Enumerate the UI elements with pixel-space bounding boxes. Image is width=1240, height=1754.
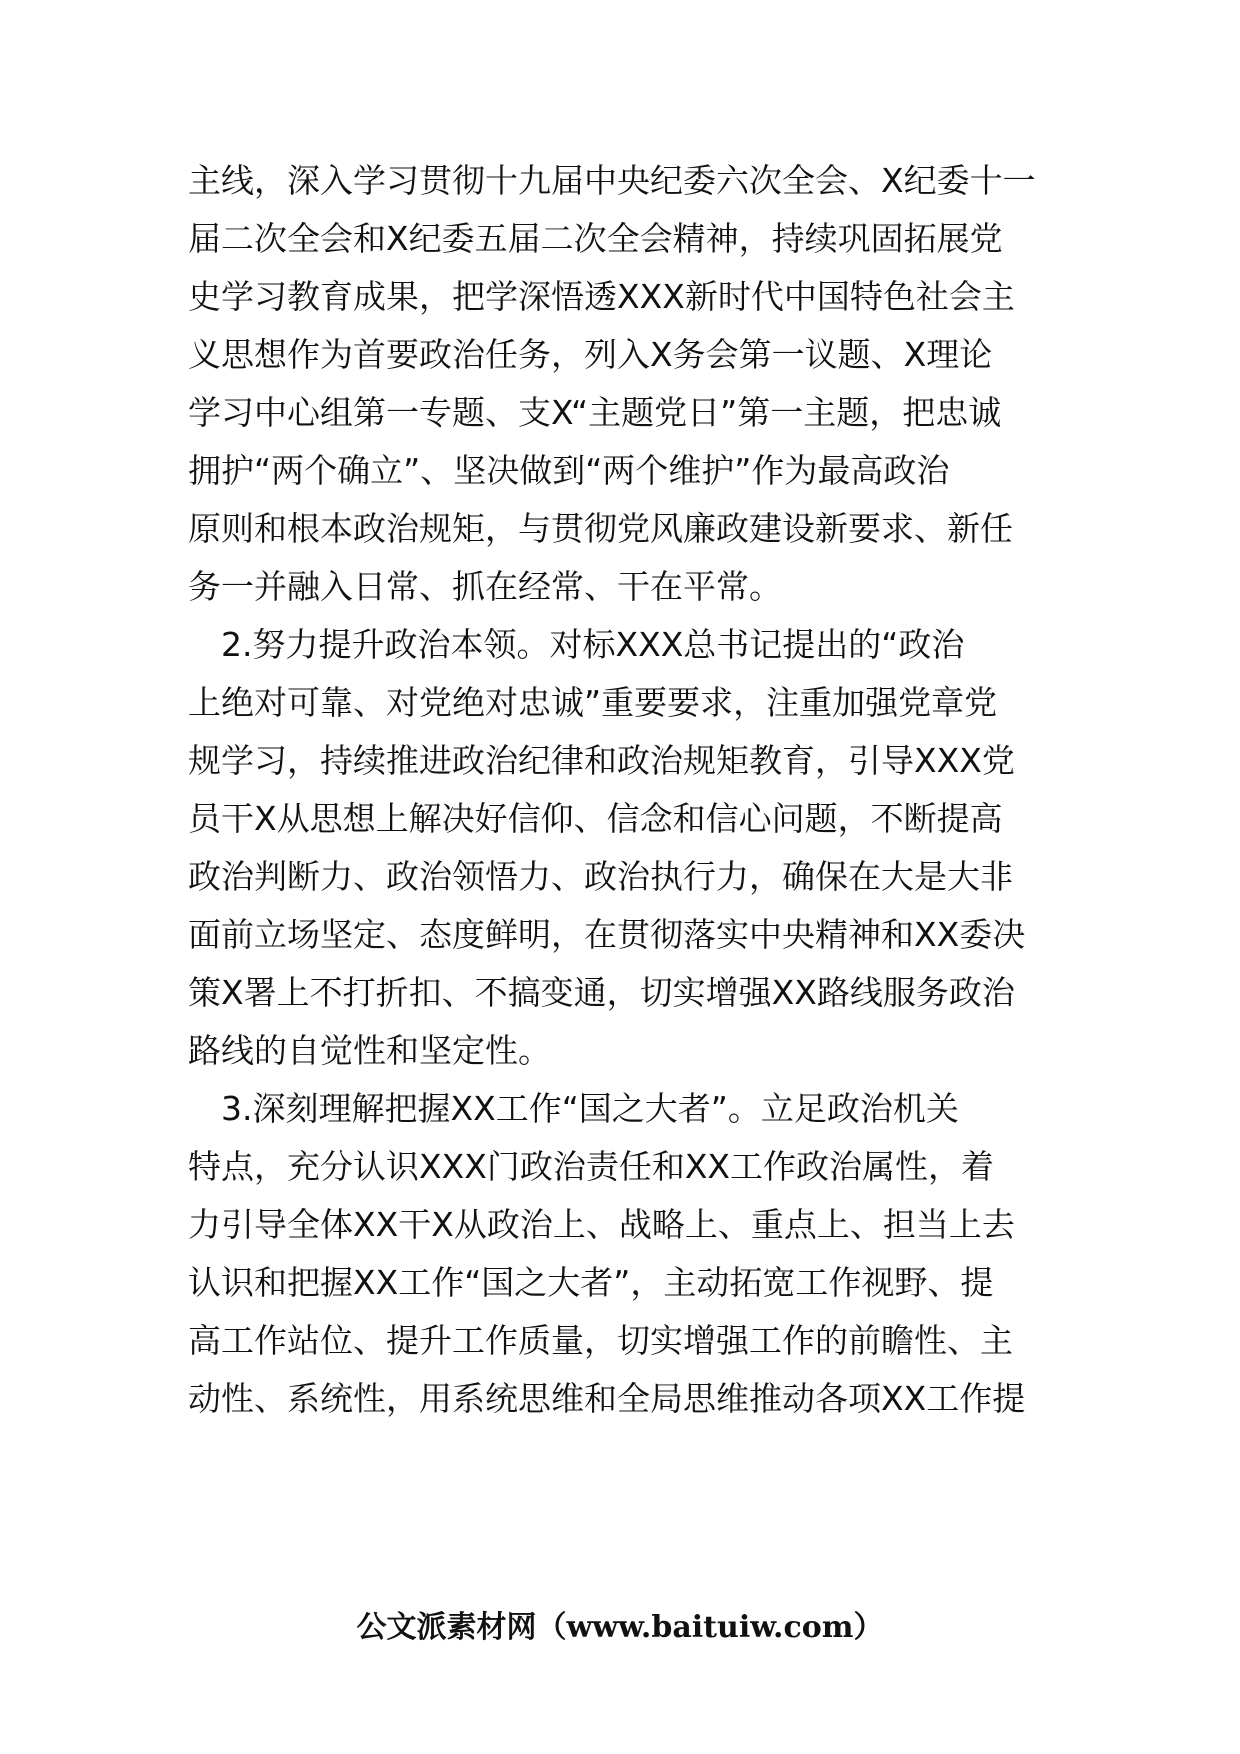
text-line: 原则和根本政治规矩，与贯彻党风廉政建设新要求、新任 (188, 509, 1013, 548)
paragraph-start-line: 2.努力提升政治本领。对标XXX总书记提出的“政治 (188, 625, 965, 664)
text-line: 主线，深入学习贯彻十九届中央纪委六次全会、X纪委十一 (188, 161, 1036, 200)
text-line: 认识和把握XX工作“国之大者”，主动拓宽工作视野、提 (188, 1263, 994, 1302)
text-line: 力引导全体XX干X从政治上、战略上、重点上、担当上去 (188, 1205, 1015, 1244)
text-line: 高工作站位、提升工作质量，切实增强工作的前瞻性、主 (188, 1321, 1013, 1360)
footer-watermark: 公文派素材网（www.baituiw.com） (356, 1610, 884, 1645)
text-line: 义思想作为首要政治任务，列入X务会第一议题、X理论 (188, 335, 993, 374)
text-line: 届二次全会和X纪委五届二次全会精神，持续巩固拓展党 (188, 219, 1003, 258)
text-line: 面前立场坚定、态度鲜明，在贯彻落实中央精神和XX委决 (188, 915, 1026, 954)
text-line: 史学习教育成果，把学深悟透XXX新时代中国特色社会主 (188, 277, 1015, 316)
paragraph-start-line: 3.深刻理解把握XX工作“国之大者”。立足政治机关 (188, 1089, 959, 1128)
text-line: 策X署上不打折扣、不搞变通，切实增强XX路线服务政治 (188, 973, 1015, 1012)
text-line: 上绝对可靠、对党绝对忠诚”重要要求，注重加强党章党 (188, 683, 998, 722)
text-line: 员干X从思想上解决好信仰、信念和信心问题，不断提高 (188, 799, 1003, 838)
text-line: 规学习，持续推进政治纪律和政治规矩教育，引导XXX党 (188, 741, 1015, 780)
text-line: 务一并融入日常、抓在经常、干在平常。 (188, 567, 782, 606)
text-line: 特点，充分认识XXX门政治责任和XX工作政治属性，着 (188, 1147, 995, 1186)
text-line: 路线的自觉性和坚定性。 (188, 1031, 551, 1070)
text-line: 政治判断力、政治领悟力、政治执行力，确保在大是大非 (188, 857, 1013, 896)
text-line: 学习中心组第一专题、支X“主题党日”第一主题，把忠诚 (188, 393, 1002, 432)
text-line: 动性、系统性，用系统思维和全局思维推动各项XX工作提 (188, 1379, 1026, 1418)
text-line: 拥护“两个确立”、坚决做到“两个维护”作为最高政治 (188, 451, 950, 490)
